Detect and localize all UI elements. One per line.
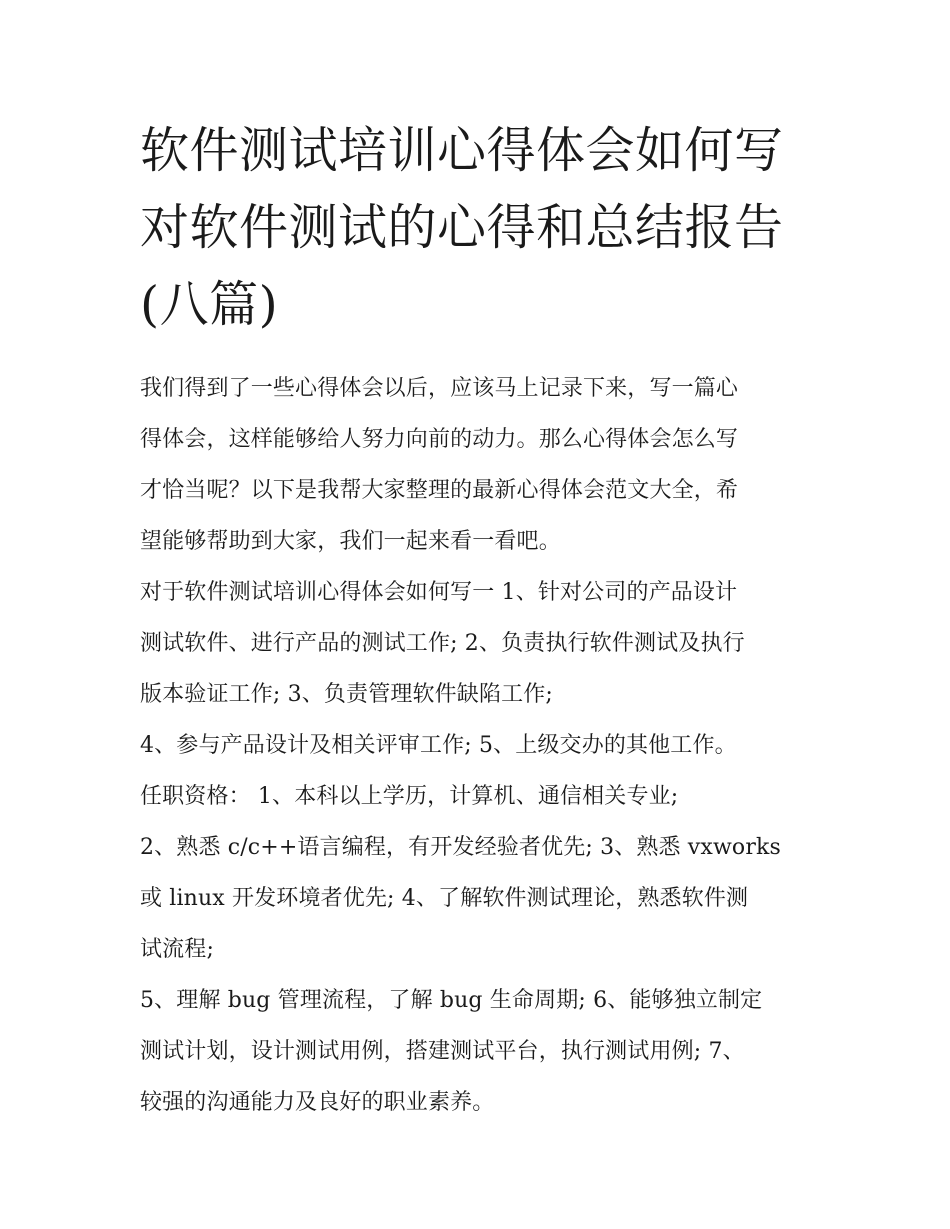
- body-line: 得体会，这样能够给人努力向前的动力。那么心得体会怎么写: [140, 427, 739, 452]
- body-line: 试流程;: [140, 937, 215, 962]
- body-line: 5、理解 bug 管理流程，了解 bug 生命周期; 6、能够独立制定: [140, 988, 763, 1013]
- body-line: 测试计划，设计测试用例，搭建测试平台，执行测试用例; 7、: [140, 1039, 745, 1064]
- title-line: (八篇): [140, 276, 279, 333]
- document-page: [140, 112, 815, 1128]
- body-line: 望能够帮助到大家，我们一起来看一看吧。: [140, 529, 561, 554]
- title-line: 对软件测试的心得和总结报告: [140, 199, 784, 256]
- title-line: 软件测试培训心得体会如何写: [140, 122, 784, 179]
- document-title: [140, 112, 815, 343]
- body-line: 测试软件、进行产品的测试工作; 2、负责执行软件测试及执行: [140, 631, 745, 656]
- body-line: 或 linux 开发环境者优先; 4、了解软件测试理论，熟悉软件测: [140, 886, 749, 911]
- body-line: 2、熟悉 c/c++语言编程，有开发经验者优先; 3、熟悉 vxworks: [140, 835, 781, 860]
- body-line: 对于软件测试培训心得体会如何写一 1、针对公司的产品设计: [140, 580, 738, 605]
- body-line: 我们得到了一些心得体会以后，应该马上记录下来，写一篇心: [140, 376, 739, 401]
- body-line: 较强的沟通能力及良好的职业素养。: [140, 1090, 495, 1115]
- body-line: 才恰当呢？以下是我帮大家整理的最新心得体会范文大全，希: [140, 478, 739, 503]
- body-line: 任职资格： 1、本科以上学历，计算机、通信相关专业;: [140, 784, 679, 809]
- document-body: [140, 363, 815, 1128]
- body-line: 4、参与产品设计及相关评审工作; 5、上级交办的其他工作。: [140, 733, 737, 758]
- body-line: 版本验证工作; 3、负责管理软件缺陷工作;: [140, 682, 553, 707]
